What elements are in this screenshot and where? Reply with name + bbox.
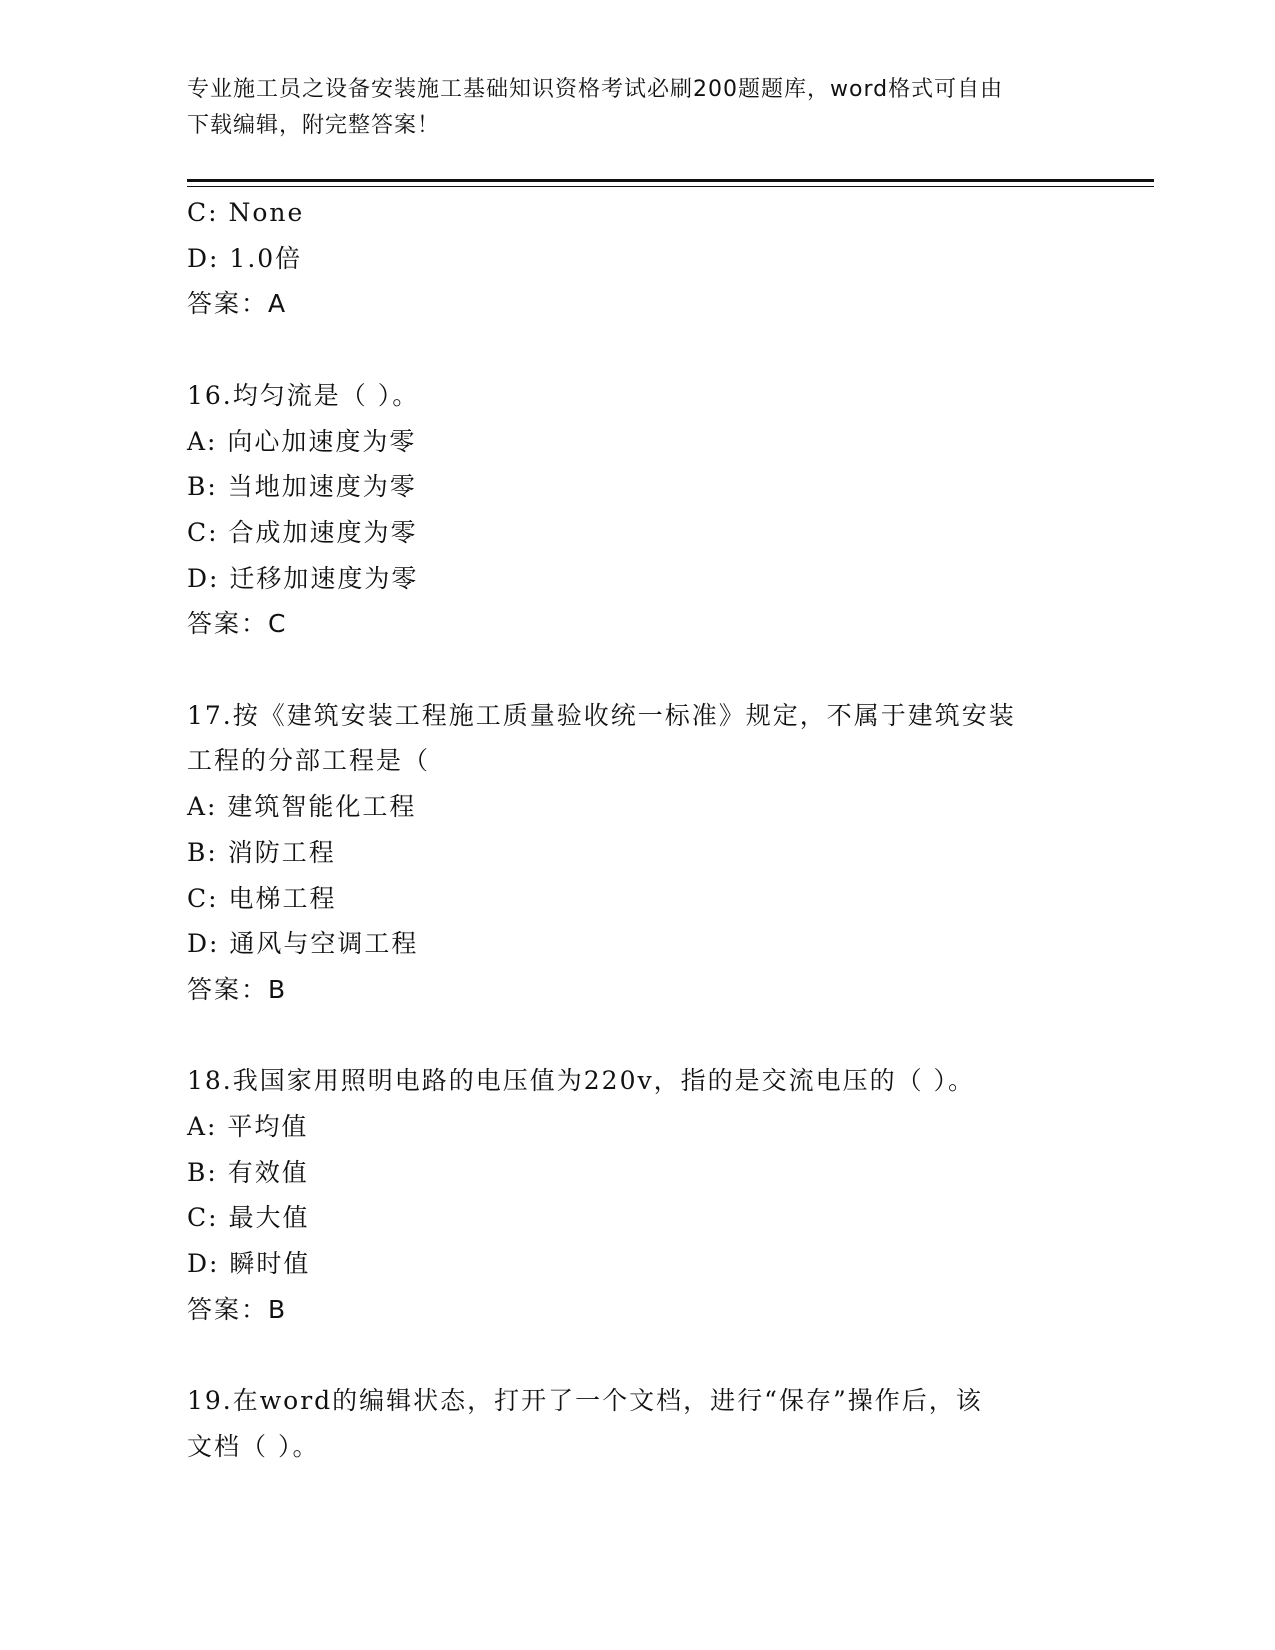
option-a: A: 建筑智能化工程 bbox=[187, 792, 417, 822]
option-d: D: 1.0倍 bbox=[187, 243, 303, 273]
question-stem: 16.均匀流是（ ）。 bbox=[187, 380, 420, 410]
header-rule-thick bbox=[187, 179, 1154, 182]
question-stem: 18.我国家用照明电路的电压值为220v，指的是交流电压的（ ）。 bbox=[187, 1066, 976, 1096]
spacer bbox=[187, 647, 1087, 693]
question-stem: 19.在word的编辑状态，打开了一个文档，进行“保存”操作后，该 bbox=[187, 1386, 983, 1416]
answer: 答案：C bbox=[187, 609, 288, 639]
header-line-2: 下载编辑，附完整答案！ bbox=[187, 113, 441, 138]
answer: 答案：A bbox=[187, 289, 288, 319]
question-16 bbox=[187, 373, 1087, 647]
option-c: C: None bbox=[187, 198, 305, 227]
header-line-1: 专业施工员之设备安装施工基础知识资格考试必刷200题题库，word格式可自由 bbox=[187, 77, 1004, 102]
option-c: C: 电梯工程 bbox=[187, 883, 337, 913]
option-a: A: 向心加速度为零 bbox=[187, 426, 417, 456]
question-stem-continued: 工程的分部工程是（ bbox=[187, 746, 431, 776]
question-19 bbox=[187, 1378, 1087, 1469]
option-a: A: 平均值 bbox=[187, 1112, 309, 1142]
option-b: B: 消防工程 bbox=[187, 837, 336, 867]
option-b: B: 当地加速度为零 bbox=[187, 472, 417, 502]
option-b: B: 有效值 bbox=[187, 1157, 309, 1187]
header-rule-thin bbox=[187, 186, 1154, 187]
spacer bbox=[187, 327, 1087, 373]
option-d: D: 瞬时值 bbox=[187, 1249, 311, 1279]
previous-question-tail bbox=[187, 190, 1087, 327]
answer: 答案：B bbox=[187, 974, 288, 1004]
question-18 bbox=[187, 1058, 1087, 1332]
option-d: D: 通风与空调工程 bbox=[187, 929, 419, 959]
option-d: D: 迁移加速度为零 bbox=[187, 563, 419, 593]
question-17 bbox=[187, 693, 1087, 1013]
option-c: C: 最大值 bbox=[187, 1203, 310, 1233]
question-stem: 17.按《建筑安装工程施工质量验收统一标准》规定，不属于建筑安装 bbox=[187, 700, 1016, 730]
option-c: C: 合成加速度为零 bbox=[187, 517, 418, 547]
document-header bbox=[187, 72, 1087, 144]
answer: 答案：B bbox=[187, 1294, 288, 1324]
spacer bbox=[187, 1013, 1087, 1059]
document-body bbox=[187, 190, 1087, 1470]
spacer bbox=[187, 1333, 1087, 1379]
question-stem-continued: 文档（ ）。 bbox=[187, 1431, 320, 1461]
